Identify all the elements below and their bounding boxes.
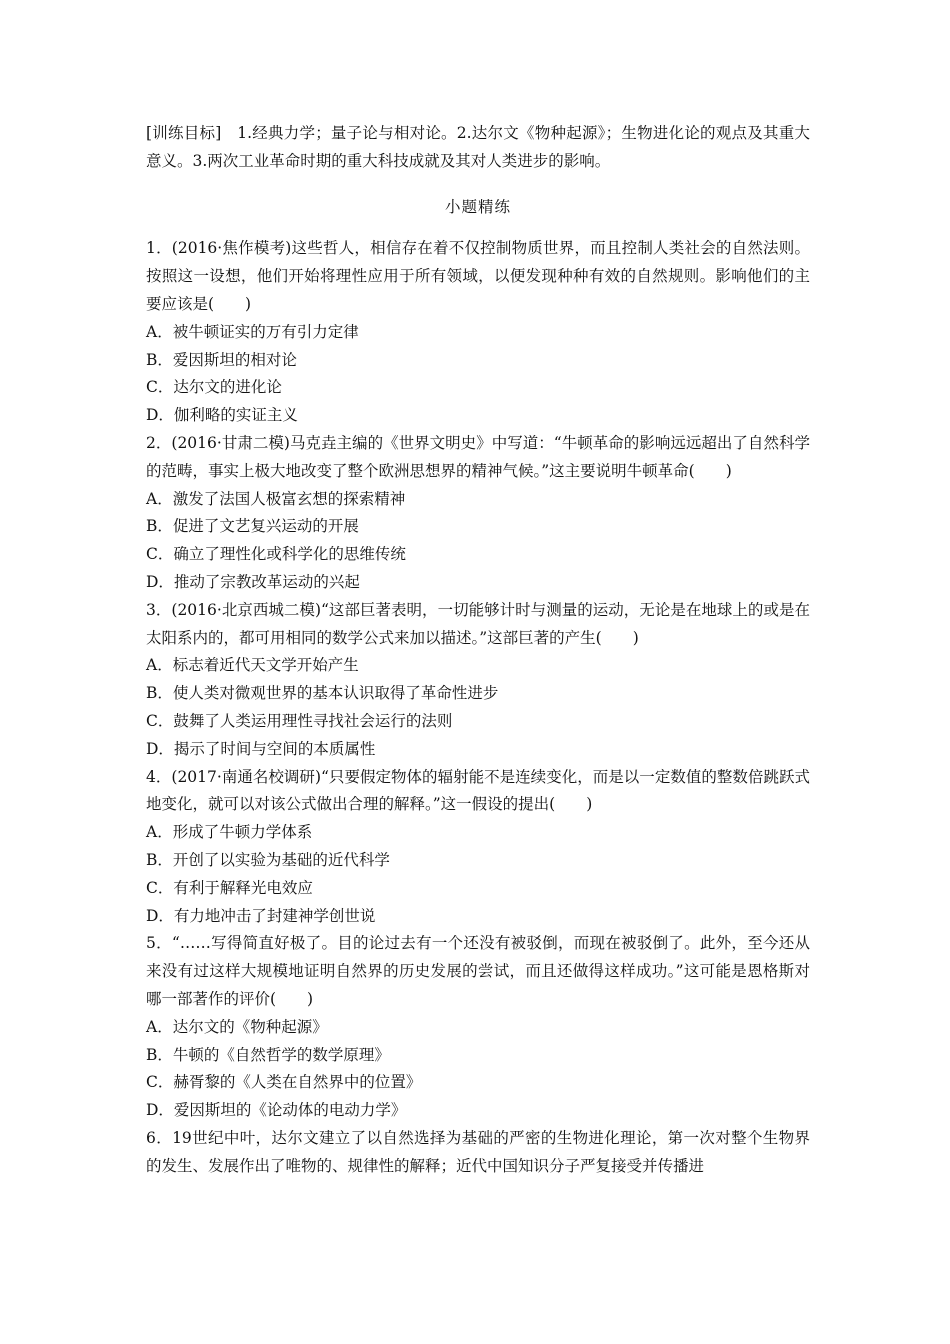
option-a: A．被牛顿证实的万有引力定律 <box>146 322 359 341</box>
option-a: A．形成了牛顿力学体系 <box>146 823 313 842</box>
option-d: D．揭示了时间与空间的本质属性 <box>146 739 376 758</box>
option-c: C．赫胥黎的《人类在自然界中的位置》 <box>146 1073 422 1092</box>
option-d: D．有力地冲击了封建神学创世说 <box>146 906 376 925</box>
option-a: A．激发了法国人极富玄想的探索精神 <box>146 489 406 508</box>
question-4 <box>146 764 810 931</box>
question-1 <box>146 235 810 430</box>
option-c: C．有利于解释光电效应 <box>146 878 313 897</box>
document-page <box>146 120 810 1180</box>
option-d: D．伽利略的实证主义 <box>146 406 298 425</box>
option-c: C．确立了理性化或科学化的思维传统 <box>146 545 406 564</box>
question-stem: 6．19世纪中叶，达尔文建立了以自然选择为基础的严密的生物进化理论，第一次对整个生物界的发生、发展作出了唯物的、规律性的解释；近代中国知识分子严复接受并传播进 <box>146 1128 810 1175</box>
option-c: C．达尔文的进化论 <box>146 378 282 397</box>
option-b: B．促进了文艺复兴运动的开展 <box>146 517 359 536</box>
question-2 <box>146 430 810 597</box>
question-stem: 2．(2016·甘肃二模)马克垚主编的《世界文明史》中写道：“牛顿革命的影响远远超出了自然科学的范畴，事实上极大地改变了整个欧洲思想界的精神气候。”这主要说明牛顿革命( ) <box>146 433 810 480</box>
training-goal-text: 1.经典力学；量子论与相对论。2.达尔文《物种起源》；生物进化论的观点及其重大意义。3.两次工业革命时期的重大科技成就及其对人类进步的影响。 <box>146 124 810 170</box>
option-a: A．标志着近代天文学开始产生 <box>146 656 359 675</box>
question-stem: 3．(2016·北京西城二模)“这部巨著表明，一切能够计时与测量的运动，无论是在地球上的或是在太阳系内的，都可用相同的数学公式来加以描述。”这部巨著的产生( ) <box>146 600 810 647</box>
option-d: D．爱因斯坦的《论动体的电动力学》 <box>146 1101 407 1120</box>
question-5 <box>146 930 810 1125</box>
option-d: D．推动了宗教改革运动的兴起 <box>146 572 360 591</box>
training-goal <box>146 120 810 176</box>
option-c: C．鼓舞了人类运用理性寻找社会运行的法则 <box>146 711 453 730</box>
option-a: A．达尔文的《物种起源》 <box>146 1017 328 1036</box>
section-title: 小题精练 <box>444 197 511 216</box>
option-b: B．爱因斯坦的相对论 <box>146 350 297 369</box>
question-stem: 1．(2016·焦作模考)这些哲人，相信存在着不仅控制物质世界，而且控制人类社会的自然法则。按照这一设想，他们开始将理性应用于所有领域，以便发现种种有效的自然规则。影响他们的主要应该是( ) <box>146 239 810 313</box>
question-3 <box>146 597 810 764</box>
question-stem: 4．(2017·南通名校调研)“只要假定物体的辐射能不是连续变化，而是以一定数值的整数倍跳跃式地变化，就可以对该公式做出合理的解释。”这一假设的提出( ) <box>146 767 810 814</box>
option-b: B．开创了以实验为基础的近代科学 <box>146 850 390 869</box>
question-6 <box>146 1125 810 1181</box>
question-stem: 5．“……写得简直好极了。目的论过去有一个还没有被驳倒，而现在被驳倒了。此外，至今还从来没有过这样大规模地证明自然界的历史发展的尝试，而且还做得这样成功。”这可能是恩格斯对哪一部著作的评价( ) <box>146 934 810 1008</box>
training-goal-label: [训练目标] <box>146 124 222 142</box>
option-b: B．牛顿的《自然哲学的数学原理》 <box>146 1045 390 1064</box>
option-b: B．使人类对微观世界的基本认识取得了革命性进步 <box>146 684 499 703</box>
